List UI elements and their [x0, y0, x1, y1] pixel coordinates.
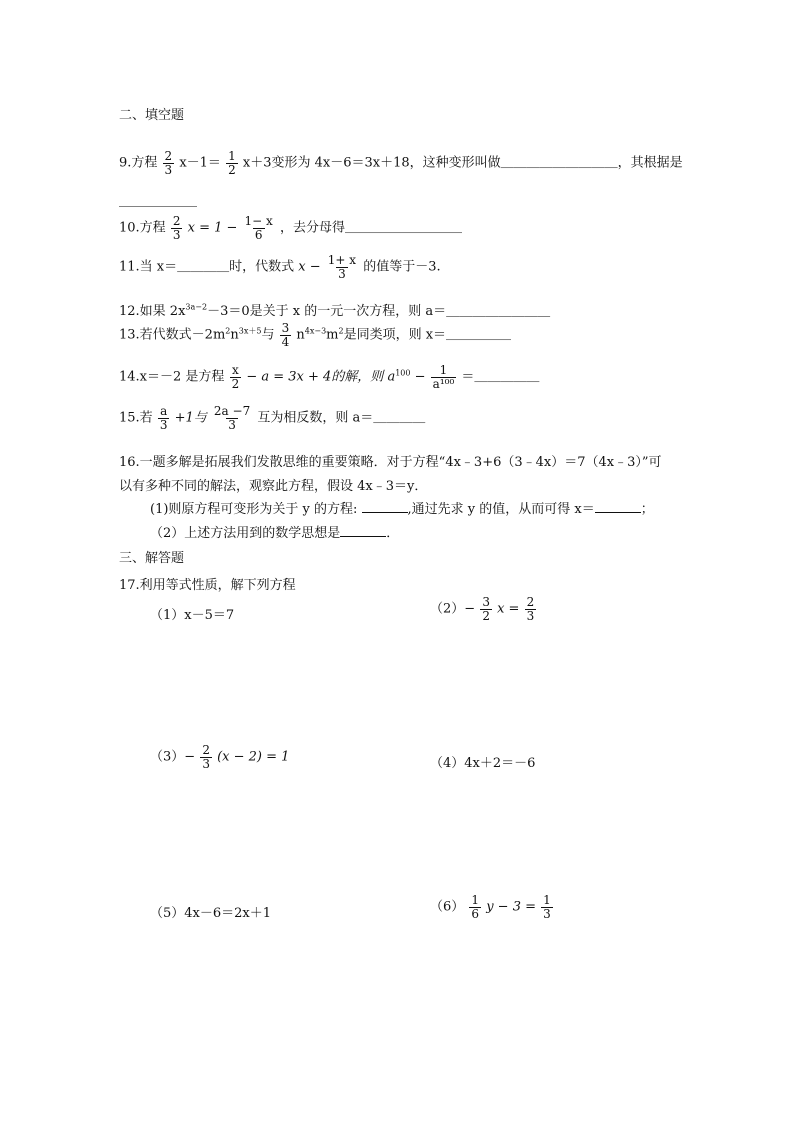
question-17-title: 17.利用等式性质，解下列方程 — [119, 578, 296, 593]
q15-fraction-2: $\frac{2a -7}{3}$ — [213, 404, 251, 432]
q9-fraction-2: $\frac{1}{2}$ — [228, 149, 236, 177]
question-16-line-1: 16.一题多解是拓展我们发散思维的重要策略．对于方程“4x﹣3+6（3﹣4x）＝7（4x﹣3）”可 — [119, 455, 662, 470]
section-title-solve: 三、解答题 — [119, 551, 185, 566]
question-16-part-2: （2）上述方法用到的数学思想是 ． — [150, 526, 400, 541]
q14-fraction-2: $\frac{1}{\text{a¹⁰⁰}}$ — [432, 363, 455, 391]
q10-fraction-2: $\frac{1- x}{6}$ — [244, 214, 273, 242]
q17-part-1: （1）x－5＝7 — [150, 608, 235, 623]
q14-fraction-1: $\frac{x}{2}$ — [231, 363, 240, 391]
q17-part-4: （4）4x＋2＝－6 — [430, 756, 536, 771]
question-15: 15.若 $\frac{a}{3}$ +1与 $\frac{2a -7}{3}$ 互为相反数，则 a＝＿＿＿＿ — [119, 404, 426, 432]
blank-line — [340, 526, 386, 537]
q10-fraction-1: $\frac{2}{3}$ — [172, 214, 181, 242]
question-12: 12.如果 $2x^{3a-2}-3=0$是关于 x 的一元一次方程，则 a＝＿＿＿＿＿＿＿＿ — [119, 302, 551, 319]
question-10: 10.方程 $\frac{2}{3}$ x = 1 − $\frac{1- x}{6}$ ，去分母得＿＿＿＿＿＿＿＿＿ — [119, 214, 462, 242]
q9-number: 9.方程 — [119, 155, 158, 171]
q17-part-5: （5）4x－6＝2x＋1 — [150, 906, 272, 921]
question-9-continued: ＿＿＿＿＿＿ — [119, 194, 198, 209]
question-16-part-1: (1)则原方程可变形为关于 y 的方程: ,通过先求 y 的值，从而可得 x＝ ； — [150, 502, 654, 517]
q17-part-2: （2）− $\frac{3}{2}$ x = $\frac{2}{3}$ — [430, 595, 535, 623]
section-title-fill-blank: 二、填空题 — [119, 108, 185, 123]
q9-fraction-1: $\frac{2}{3}$ — [164, 149, 173, 177]
q17-part-3: （3）− $\frac{2}{3}$ (x − 2) = 1 — [150, 743, 290, 771]
question-16-line-2: 以有多种不同的解法，观察此方程，假设 4x﹣3＝y． — [119, 479, 428, 494]
q17-part-6: （6） $\frac{1}{6}$ y − 3 = $\frac{1}{3}$ — [430, 893, 551, 921]
q15-fraction-1: $\frac{a}{3}$ — [159, 404, 168, 432]
q11-fraction: $\frac{1+ x}{3}$ — [327, 253, 357, 281]
question-11: 11.当 x＝＿＿＿＿时，代数式 x − $\frac{1+ x}{3}$ 的值等于－3. — [119, 253, 441, 281]
blank-line — [595, 502, 641, 513]
blank-line — [362, 502, 408, 513]
question-14: 14.x＝－2 是方程 $\frac{x}{2}$ − a = 3x + 4的解，则 $a^{100}$ − $\frac{1}{\text{a¹⁰⁰}}$ ＝＿＿＿＿＿ — [119, 363, 540, 391]
q13-fraction: $\frac{3}{4}$ — [281, 321, 290, 349]
question-9: 9.方程 $\frac{2}{3}$ x－1＝ $\frac{1}{2}$ x＋3变形为 4x－6＝3x＋18，这种变形叫做＿＿＿＿＿＿＿＿＿，其根据是 — [119, 149, 683, 177]
question-13: 13.若代数式$-2m^2n^{3x+5}$与 $\frac{3}{4}$ $n^{4x-3}m^2$是同类项，则 x＝＿＿＿＿＿ — [119, 321, 512, 349]
